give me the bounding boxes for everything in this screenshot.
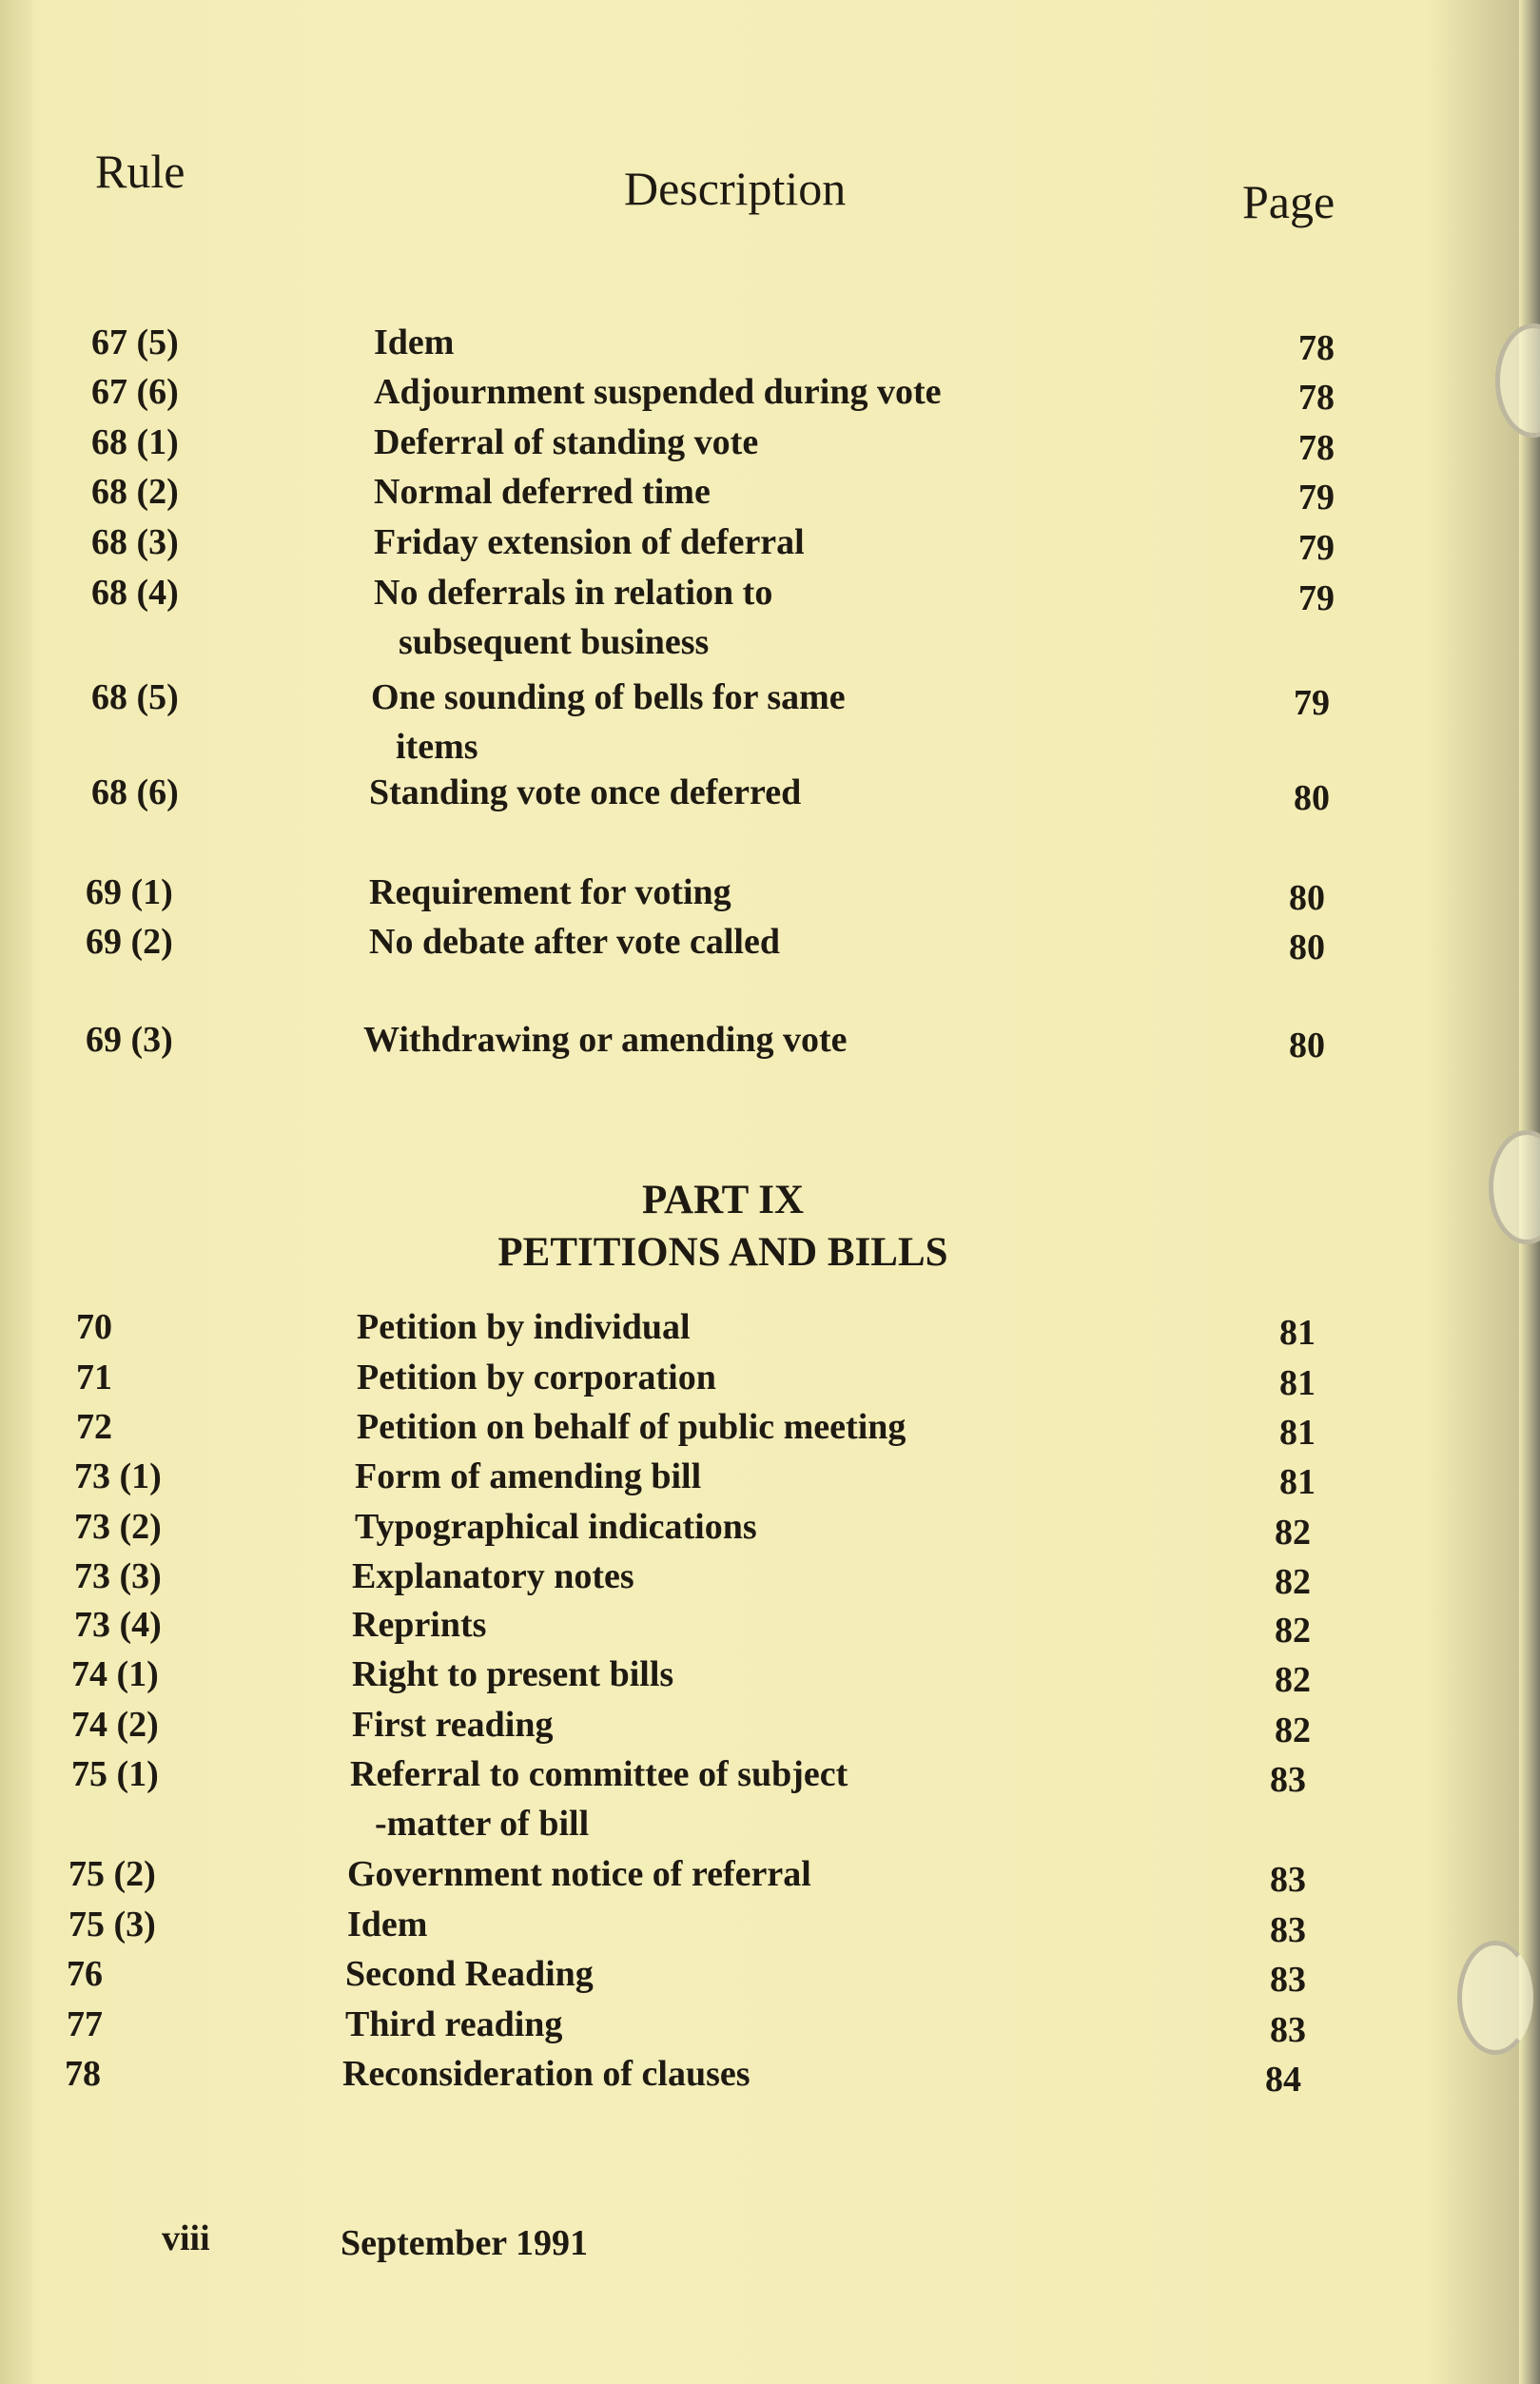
table-row [0,1651,1540,1698]
rule-description: Form of amending bill [355,1456,702,1496]
part-title: PETITIONS AND BILLS [497,1230,948,1275]
rule-description: Third reading [345,2004,563,2044]
rule-description: No debate after vote called [369,922,780,962]
table-row [0,1601,1540,1649]
rule-description: First reading [352,1705,554,1745]
page-reference: 83 [1270,1910,1306,1950]
rule-description: Idem [374,322,455,362]
table-row [0,2050,1540,2098]
rule-number: 76 [67,1954,103,1994]
page-reference: 80 [1289,928,1325,967]
table-row [0,468,1540,516]
table-row [0,1453,1540,1500]
page-reference: 83 [1270,1860,1306,1900]
rule-number: 74 (2) [71,1705,159,1745]
rule-description: No deferrals in relation to [374,573,773,613]
rule-number: 73 (4) [74,1605,162,1645]
table-row [0,1354,1540,1401]
rule-description: Explanatory notes [352,1556,634,1596]
table-row [0,1553,1540,1600]
rule-number: 68 (6) [91,772,179,812]
rule-number: 71 [76,1358,112,1397]
rule-number: 77 [67,2004,103,2044]
rule-description: Petition on behalf of public meeting [357,1407,906,1447]
rule-description: Standing vote once deferred [369,772,802,812]
table-row [0,319,1540,366]
table-row [0,1950,1540,1998]
rule-description-continued: items [396,727,478,767]
rule-description: Right to present bills [352,1654,674,1694]
rule-description: Friday extension of deferral [374,522,805,562]
rule-number: 72 [76,1407,112,1447]
rule-description: Petition by individual [357,1307,691,1347]
rule-number: 74 (1) [71,1654,159,1694]
rule-description: Normal deferred time [374,472,711,512]
rule-description: Reconsideration of clauses [342,2054,751,2094]
table-row [0,419,1540,466]
page-reference: 79 [1298,478,1335,518]
table-row [0,674,1540,767]
rule-description-continued: subsequent business [399,622,710,662]
rule-description-continued: -matter of bill [375,1804,590,1844]
page-reference: 79 [1294,683,1330,723]
page-reference: 83 [1270,1960,1306,2000]
rule-description: Second Reading [345,1954,594,1994]
rule-description: Idem [347,1905,428,1944]
page-reference: 82 [1275,1513,1311,1553]
table-row [0,1701,1540,1749]
rule-description: Referral to committee of subject [350,1754,848,1794]
table-row [0,1750,1540,1844]
rule-description: Government notice of referral [347,1854,811,1894]
rule-description: Deferral of standing vote [374,422,759,462]
table-row [0,1303,1540,1351]
page-reference: 83 [1270,1760,1306,1800]
page-reference: 81 [1279,1313,1316,1353]
page-reference: 80 [1289,1026,1325,1065]
rule-number: 68 (3) [91,522,179,562]
table-row [0,1016,1540,1064]
rule-number: 69 (3) [86,1020,173,1060]
rule-number: 78 [65,2054,101,2094]
rule-description: Typographical indications [355,1507,757,1547]
table-row [0,869,1540,916]
rule-number: 73 (2) [74,1507,162,1547]
rule-number: 68 (4) [91,573,179,613]
page-reference: 78 [1298,378,1335,418]
rule-number: 70 [76,1307,112,1347]
rule-number: 68 (2) [91,472,179,512]
page-reference: 79 [1298,578,1335,618]
table-row [0,368,1540,416]
rule-description: Requirement for voting [369,872,731,912]
page-reference: 82 [1275,1611,1311,1651]
page-reference: 78 [1298,328,1335,368]
rule-description: One sounding of bells for same [371,677,846,717]
table-row [0,518,1540,566]
page-reference: 80 [1289,878,1325,918]
table-row [0,1503,1540,1551]
rule-number: 73 (3) [74,1556,162,1596]
page-reference: 83 [1270,2010,1306,2050]
rule-number: 67 (6) [91,372,179,412]
page-reference: 81 [1279,1363,1316,1403]
table-row [0,1403,1540,1451]
page-reference: 79 [1298,528,1335,568]
rule-description: Adjournment suspended during vote [374,372,942,412]
rule-number: 75 (1) [71,1754,159,1794]
rule-description: Reprints [352,1605,487,1645]
rule-description: Petition by corporation [357,1358,716,1397]
table-row [0,569,1540,662]
page-reference: 80 [1294,778,1330,818]
footer-date: September 1991 [341,2223,588,2263]
table-row [0,918,1540,966]
table-row [0,2001,1540,2048]
page-reference: 84 [1265,2060,1301,2100]
column-header-description: Description [624,162,847,215]
page-reference: 82 [1275,1710,1311,1750]
rule-number: 75 (3) [68,1905,156,1944]
page-reference: 81 [1279,1413,1316,1453]
rule-number: 69 (1) [86,872,173,912]
rule-number: 68 (5) [91,677,179,717]
rule-number: 68 (1) [91,422,179,462]
table-row [0,1850,1540,1898]
rule-number: 75 (2) [68,1854,156,1894]
page-reference: 82 [1275,1660,1311,1700]
part-number: PART IX [641,1178,805,1222]
page-reference: 82 [1275,1562,1311,1602]
column-header-rule: Rule [95,145,185,198]
page-reference: 78 [1298,428,1335,468]
binder-ring-hole [1489,1130,1540,1244]
page-reference: 81 [1279,1462,1316,1502]
rule-number: 67 (5) [91,322,179,362]
footer-page-number: viii [162,2218,210,2258]
table-row [0,769,1540,816]
rule-number: 73 (1) [74,1456,162,1496]
rule-number: 69 (2) [86,922,173,962]
column-header-page: Page [1242,175,1335,228]
rule-description: Withdrawing or amending vote [363,1020,848,1060]
table-row [0,1901,1540,1948]
